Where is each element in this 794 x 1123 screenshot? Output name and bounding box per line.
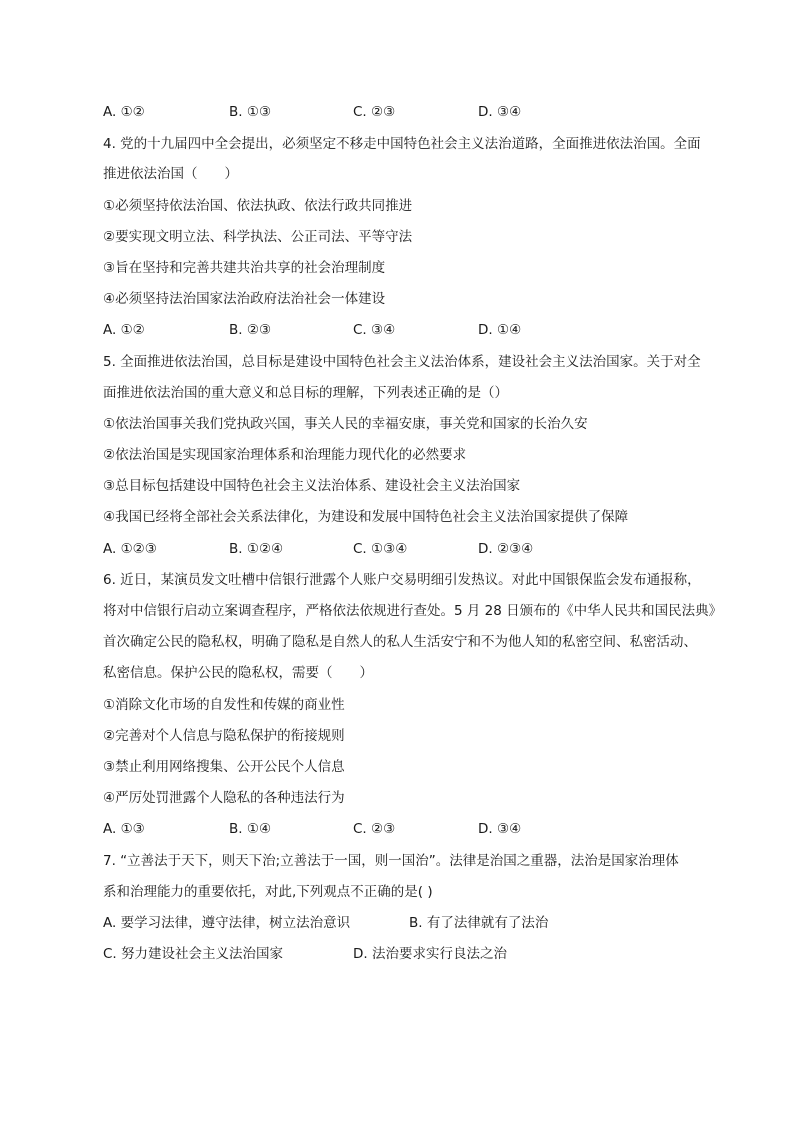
q5-item-1: ①依法治国事关我们党执政兴国，事关人民的幸福安康，事关党和国家的长治久安 — [103, 416, 588, 432]
q6-item-3: ③禁止利用网络搜集、公开公民个人信息 — [103, 759, 345, 775]
q7-option-a: A. 要学习法律，遵守法律，树立法治意识 — [103, 915, 351, 931]
q7-option-c: C. 努力建设社会主义法治国家 — [103, 946, 284, 962]
q5-stem-line2: 面推进依法治国的重大意义和总目标的理解，下列表述正确的是（） — [103, 385, 508, 401]
q6-stem-line2: 将对中信银行启动立案调查程序，严格依法依规进行查处。5 月 28 日颁布的《中华人民共和国民法典》 — [103, 603, 723, 619]
q3-option-c: C. ②③ — [353, 104, 396, 120]
q6-stem-line4: 私密信息。保护公民的隐私权，需要（ ） — [103, 665, 373, 681]
q4-option-c: C. ③④ — [353, 322, 396, 338]
q6-item-4: ④严厉处罚泄露个人隐私的各种违法行为 — [103, 790, 345, 806]
q3-option-a: A. ①② — [103, 104, 145, 120]
q4-item-2: ②要实现文明立法、科学执法、公正司法、平等守法 — [103, 229, 413, 245]
q4-option-d: D. ①④ — [478, 322, 522, 338]
q5-option-c: C. ①③④ — [353, 541, 408, 557]
q7-option-d: D. 法治要求实行良法之治 — [353, 946, 507, 962]
q7-stem-line1: 7. “立善法于天下，则天下治;立善法于一国，则一国治”。法律是治国之重器，法治是国家治理体 — [103, 853, 679, 869]
q4-stem-line2: 推进依法治国（ ） — [103, 166, 238, 182]
q4-option-b: B. ②③ — [229, 322, 272, 338]
q5-stem-line1: 5. 全面推进依法治国，总目标是建设中国特色社会主义法治体系，建设社会主义法治国家。关于对全 — [103, 354, 701, 370]
q6-stem-line3: 首次确定公民的隐私权，明确了隐私是自然人的私人生活安宁和不为他人知的私密空间、私密活动、 — [103, 634, 697, 650]
q6-option-c: C. ②③ — [353, 821, 396, 837]
q4-option-a: A. ①② — [103, 322, 145, 338]
q3-option-d: D. ③④ — [478, 104, 522, 120]
q6-option-b: B. ①④ — [229, 821, 272, 837]
q7-option-b: B. 有了法律就有了法治 — [409, 915, 549, 931]
q6-option-d: D. ③④ — [478, 821, 522, 837]
q4-item-3: ③旨在坚持和完善共建共治共享的社会治理制度 — [103, 260, 386, 276]
q6-item-1: ①消除文化市场的自发性和传媒的商业性 — [103, 697, 345, 713]
q4-stem-line1: 4. 党的十九届四中全会提出，必须坚定不移走中国特色社会主义法治道路，全面推进依法治国。全面 — [103, 136, 701, 152]
q5-item-4: ④我国已经将全部社会关系法律化，为建设和发展中国特色社会主义法治国家提供了保障 — [103, 509, 629, 525]
q5-item-3: ③总目标包括建设中国特色社会主义法治体系、建设社会主义法治国家 — [103, 478, 521, 494]
q3-option-b: B. ①③ — [229, 104, 272, 120]
q4-item-1: ①必须坚持依法治国、依法执政、依法行政共同推进 — [103, 198, 413, 214]
q6-stem-line1: 6. 近日，某演员发文吐槽中信银行泄露个人账户交易明细引发热议。对此中国银保监会发布通报称， — [103, 572, 701, 588]
q5-option-d: D. ②③④ — [478, 541, 534, 557]
q6-item-2: ②完善对个人信息与隐私保护的衔接规则 — [103, 728, 345, 744]
q5-item-2: ②依法治国是实现国家治理体系和治理能力现代化的必然要求 — [103, 447, 467, 463]
q5-option-b: B. ①②④ — [229, 541, 284, 557]
q5-option-a: A. ①②③ — [103, 541, 157, 557]
q6-option-a: A. ①③ — [103, 821, 145, 837]
q7-stem-line2: 系和治理能力的重要依托，对此,下列观点不正确的是( ) — [103, 884, 433, 900]
q4-item-4: ④必须坚持法治国家法治政府法治社会一体建设 — [103, 291, 386, 307]
